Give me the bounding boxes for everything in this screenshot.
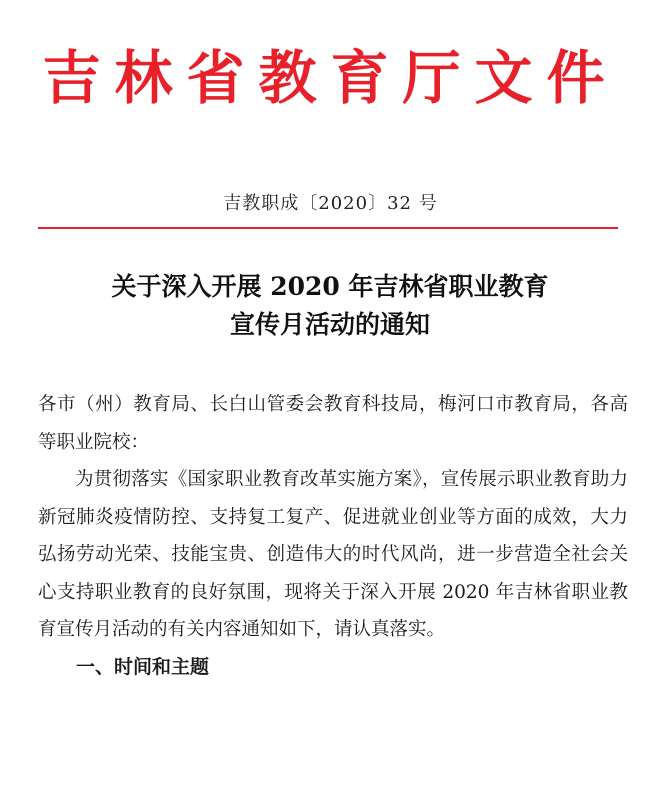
red-divider-line [38,227,618,229]
issuer-header-title: 吉林省教育厅文件 [42,44,619,112]
section-heading-time-and-theme: 一、时间和主题 [76,655,210,678]
intro-paragraph: 为贯彻落实《国家职业教育改革实施方案》，宣传展示职业教育助力新冠肺炎疫情防控、支持复工复产、促进就业创业等方面的成效，大力弘扬劳动光荣、技能宝贵、创造伟大的时代风尚，进一步营造全社会关心支持职业教育的良好氛围，现将关于深入开展 2020 年吉林省职业教育宣传月活动的有关内容通知如下，请认真落实。 [38,469,628,640]
addressee-paragraph: 各市（州）教育局、长白山管委会教育科技局，梅河口市教育局，各高等职业院校： [38,394,628,453]
document-body [38,386,628,686]
document-number: 吉教职成〔2020〕32 号 [223,193,438,214]
document-title [40,268,620,344]
document-title-line-1: 关于深入开展 2020 年吉林省职业教育 [111,272,549,301]
document-title-line-2: 宣传月活动的通知 [229,310,430,339]
